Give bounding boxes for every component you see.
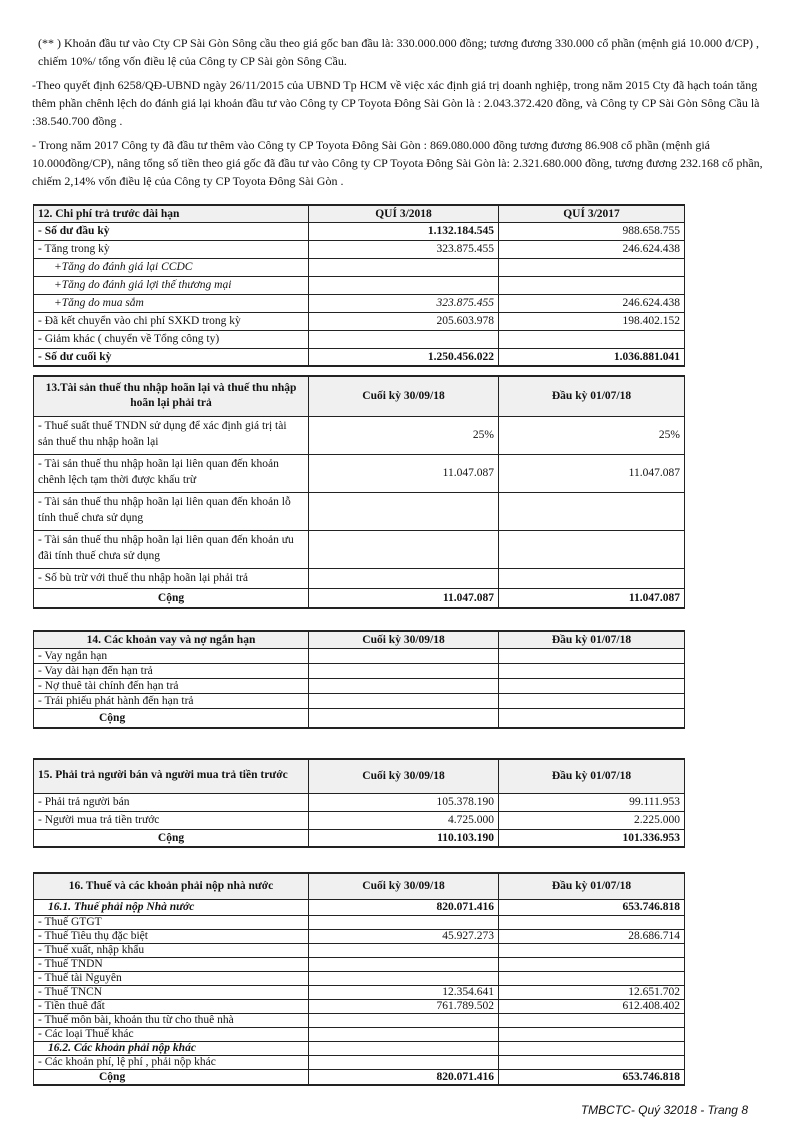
row-value-col1: [309, 957, 499, 971]
row-label: 16.1. Thuế phải nộp Nhà nước: [34, 899, 309, 915]
row-value-col2: 246.624.438: [499, 294, 685, 312]
row-value-col1: 110.103.190: [309, 829, 499, 847]
table-header-col2: Đầu kỳ 01/07/18: [499, 631, 685, 648]
table-row: [34, 929, 685, 943]
row-label: - Tiền thuê đất: [34, 999, 309, 1013]
row-value-col1: [309, 693, 499, 708]
table-row-total: [34, 348, 685, 366]
row-value-col2: [499, 678, 685, 693]
row-value-col1: 11.047.087: [309, 454, 499, 492]
table-row: [34, 568, 685, 588]
table-header-col1: Cuối kỳ 30/09/18: [309, 376, 499, 416]
table-row: [34, 648, 685, 663]
row-value-col2: [499, 1027, 685, 1041]
table-row-total: [34, 588, 685, 608]
row-label: +Tăng do đánh giá lợi thế thương mại: [34, 276, 309, 294]
row-value-col2: [499, 943, 685, 957]
table-row: [34, 294, 685, 312]
row-value-col1: 105.378.190: [309, 793, 499, 811]
row-value-col2: 12.651.702: [499, 985, 685, 999]
intro-notes: [28, 34, 773, 196]
row-value-col2: [499, 1055, 685, 1069]
row-value-col1: 820.071.416: [309, 899, 499, 915]
table-row: [34, 454, 685, 492]
row-value-col1: [309, 1013, 499, 1027]
table-row-subheader: [34, 1041, 685, 1055]
row-value-col1: [309, 1055, 499, 1069]
table-row: [34, 678, 685, 693]
table-row: [34, 811, 685, 829]
table-header-col1: QUÍ 3/2018: [309, 205, 499, 222]
row-value-col2: 1.036.881.041: [499, 348, 685, 366]
row-value-col2: 653.746.818: [499, 1069, 685, 1085]
row-value-col1: [309, 258, 499, 276]
row-label: - Thuế xuất, nhập khẩu: [34, 943, 309, 957]
row-value-col2: [499, 957, 685, 971]
row-value-col2: 246.624.438: [499, 240, 685, 258]
row-value-col1: 1.250.456.022: [309, 348, 499, 366]
row-label: - Người mua trả tiền trước: [34, 811, 309, 829]
table-header-col1: Cuối kỳ 30/09/18: [309, 631, 499, 648]
row-label: - Giảm khác ( chuyển về Tổng công ty): [34, 330, 309, 348]
table-taxes-payable: [33, 872, 685, 1086]
row-label: - Thuế TNDN: [34, 957, 309, 971]
table-header-label: 15. Phải trả người bán và người mua trả tiền trước: [34, 759, 309, 793]
row-label: - Số bù trừ với thuế thu nhập hoãn lại phải trả: [34, 568, 309, 588]
table-row: [34, 663, 685, 678]
row-value-col1: 323.875.455: [309, 294, 499, 312]
row-value-col2: [499, 492, 685, 530]
row-value-col2: [499, 915, 685, 929]
row-value-col2: 101.336.953: [499, 829, 685, 847]
row-label: Cộng: [34, 588, 309, 608]
table-row-subheader: [34, 899, 685, 915]
row-label: - Thuế tài Nguyên: [34, 971, 309, 985]
row-value-col2: [499, 708, 685, 728]
row-label: - Tài sản thuế thu nhập hoãn lại liên quan đến khoản lỗ tính thuế chưa sử dụng: [34, 492, 309, 530]
table-row: [34, 492, 685, 530]
table-header-label: 16. Thuế và các khoản phải nộp nhà nước: [34, 873, 309, 899]
table-row: [34, 793, 685, 811]
table-row: [34, 693, 685, 708]
table-header-col2: Đầu kỳ 01/07/18: [499, 873, 685, 899]
row-label: - Tăng trong kỳ: [34, 240, 309, 258]
row-value-col1: [309, 943, 499, 957]
table-header-col2: QUÍ 3/2017: [499, 205, 685, 222]
row-value-col2: 99.111.953: [499, 793, 685, 811]
row-label: - Tài sản thuế thu nhập hoãn lại liên quan đến khoản chênh lệch tạm thời được khấu trừ: [34, 454, 309, 492]
row-label: - Tài sản thuế thu nhập hoãn lại liên quan đến khoản ưu đãi tính thuế chưa sử dụng: [34, 530, 309, 568]
table-row: [34, 943, 685, 957]
row-value-col2: 198.402.152: [499, 312, 685, 330]
table-row: [34, 312, 685, 330]
table-row: [34, 240, 685, 258]
table-row-total: [34, 1069, 685, 1085]
row-value-col2: 11.047.087: [499, 588, 685, 608]
table-row: [34, 957, 685, 971]
row-value-col1: [309, 663, 499, 678]
row-label: +Tăng do mua sắm: [34, 294, 309, 312]
row-value-col1: 323.875.455: [309, 240, 499, 258]
intro-paragraph-3: - Trong năm 2017 Công ty đã đầu tư thêm vào Công ty CP Toyota Đông Sài Gòn : 869.080.000 đồng tương đương 86.908 cổ phần (mệnh giá 10.000đồng/CP), nâng tổng số tiền theo giá gốc đã đầu tư vào Công ty CP Toyota Đông Sài Gòn là: 2.321.680.000 đồng, tương đương 232.168 cổ phần, chiếm 2,14% vốn điều lệ của Công ty CP Toyota Đông Sài Gòn .: [32, 138, 763, 188]
row-value-col1: [309, 330, 499, 348]
table-row-total: [34, 829, 685, 847]
row-value-col2: [499, 530, 685, 568]
row-value-col1: [309, 568, 499, 588]
row-value-col1: [309, 1041, 499, 1055]
row-value-col1: [309, 276, 499, 294]
row-value-col2: [499, 971, 685, 985]
table-prepaid-expenses: [33, 204, 685, 367]
row-label: - Thuế GTGT: [34, 915, 309, 929]
table-row: [34, 1055, 685, 1069]
table-row: [34, 1027, 685, 1041]
row-value-col2: 28.686.714: [499, 929, 685, 943]
row-value-col2: [499, 276, 685, 294]
row-value-col1: [309, 530, 499, 568]
table-row: [34, 971, 685, 985]
table-header-label: 13.Tài sản thuế thu nhập hoãn lại và thuế thu nhập hoãn lại phải trả: [34, 376, 309, 416]
row-value-col2: 2.225.000: [499, 811, 685, 829]
row-label: - Vay ngắn hạn: [34, 648, 309, 663]
row-value-col2: 612.408.402: [499, 999, 685, 1013]
row-value-col1: 1.132.184.545: [309, 222, 499, 240]
row-value-col1: [309, 678, 499, 693]
row-label: - Thuế môn bài, khoản thu từ cho thuê nhà: [34, 1013, 309, 1027]
table-row: [34, 222, 685, 240]
row-label: - Số dư đầu kỳ: [34, 222, 309, 240]
intro-paragraph-2: -Theo quyết định 6258/QĐ-UBND ngày 26/11/2015 của UBND Tp HCM về việc xác định giá trị doanh nghiệp, trong năm 2015 Cty đã hạch toán tăng thêm phần chênh lệch do đánh giá lại khoản đầu tư vào Công ty CP Toyota Đông Sài Gòn là : 2.043.372.420 đồng, và Công ty CP Sài Gòn Sông Cầu là :38.540.700 đồng .: [32, 78, 760, 128]
row-value-col1: [309, 971, 499, 985]
row-value-col1: 25%: [309, 416, 499, 454]
table-header-col2: Đầu kỳ 01/07/18: [499, 759, 685, 793]
page-footer: TMBCTC- Quý 32018 - Trang 8: [580, 1103, 748, 1117]
table-row: [34, 330, 685, 348]
row-label: - Nợ thuê tài chính đến hạn trả: [34, 678, 309, 693]
row-label: Cộng: [34, 708, 309, 728]
row-value-col2: 25%: [499, 416, 685, 454]
row-label: - Thuế TNCN: [34, 985, 309, 999]
row-value-col2: [499, 258, 685, 276]
row-label: +Tăng do đánh giá lại CCDC: [34, 258, 309, 276]
row-value-col1: 4.725.000: [309, 811, 499, 829]
table-header-label: 14. Các khoản vay và nợ ngắn hạn: [34, 631, 309, 648]
row-label: - Trái phiếu phát hành đến hạn trả: [34, 693, 309, 708]
row-value-col2: 11.047.087: [499, 454, 685, 492]
table-header-col1: Cuối kỳ 30/09/18: [309, 873, 499, 899]
row-value-col2: 988.658.755: [499, 222, 685, 240]
table-row: [34, 999, 685, 1013]
table-row: [34, 530, 685, 568]
row-label: - Số dư cuối kỳ: [34, 348, 309, 366]
row-label: Cộng: [34, 1069, 309, 1085]
table-header-col2: Đầu kỳ 01/07/18: [499, 376, 685, 416]
table-header-col1: Cuối kỳ 30/09/18: [309, 759, 499, 793]
row-value-col2: [499, 1013, 685, 1027]
row-value-col2: [499, 568, 685, 588]
row-value-col1: 45.927.273: [309, 929, 499, 943]
table-short-term-loans: [33, 630, 685, 729]
row-value-col2: 653.746.818: [499, 899, 685, 915]
row-label: Cộng: [34, 829, 309, 847]
table-row: [34, 985, 685, 999]
table-row: [34, 915, 685, 929]
table-header-label: 12. Chi phí trả trước dài hạn: [34, 205, 309, 222]
table-row: [34, 276, 685, 294]
table-row: [34, 416, 685, 454]
row-value-col1: [309, 648, 499, 663]
row-value-col1: [309, 708, 499, 728]
row-label: - Các khoản phí, lệ phí , phải nộp khác: [34, 1055, 309, 1069]
row-value-col2: [499, 1041, 685, 1055]
table-row: [34, 1013, 685, 1027]
row-value-col1: 761.789.502: [309, 999, 499, 1013]
row-value-col2: [499, 663, 685, 678]
table-row-total: [34, 708, 685, 728]
row-label: 16.2. Các khoản phải nộp khác: [34, 1041, 309, 1055]
table-row: [34, 258, 685, 276]
row-value-col1: 820.071.416: [309, 1069, 499, 1085]
row-value-col1: 12.354.641: [309, 985, 499, 999]
row-value-col2: [499, 693, 685, 708]
table-payables: [33, 758, 685, 848]
table-deferred-tax: [33, 375, 685, 609]
intro-paragraph-1: (** ) Khoản đầu tư vào Cty CP Sài Gòn Sông cầu theo giá gốc ban đầu là: 330.000.000 đồng; tương đương 330.000 cổ phần (mệnh giá 10.000 đ/CP) , chiếm 10%/ tổng vốn điều lệ của Công ty CP Sài gòn Sông Cầu.: [38, 36, 760, 68]
row-value-col1: [309, 915, 499, 929]
row-label: - Các loại Thuế khác: [34, 1027, 309, 1041]
row-label: - Thuế suất thuế TNDN sử dụng để xác định giá trị tài sản thuế thu nhập hoãn lại: [34, 416, 309, 454]
row-value-col2: [499, 648, 685, 663]
row-label: - Thuế Tiêu thụ đặc biệt: [34, 929, 309, 943]
row-label: - Vay dài hạn đến hạn trả: [34, 663, 309, 678]
row-value-col1: [309, 1027, 499, 1041]
row-label: - Phải trả người bán: [34, 793, 309, 811]
row-label: - Đã kết chuyển vào chi phí SXKD trong kỳ: [34, 312, 309, 330]
row-value-col1: 11.047.087: [309, 588, 499, 608]
row-value-col2: [499, 330, 685, 348]
row-value-col1: 205.603.978: [309, 312, 499, 330]
row-value-col1: [309, 492, 499, 530]
